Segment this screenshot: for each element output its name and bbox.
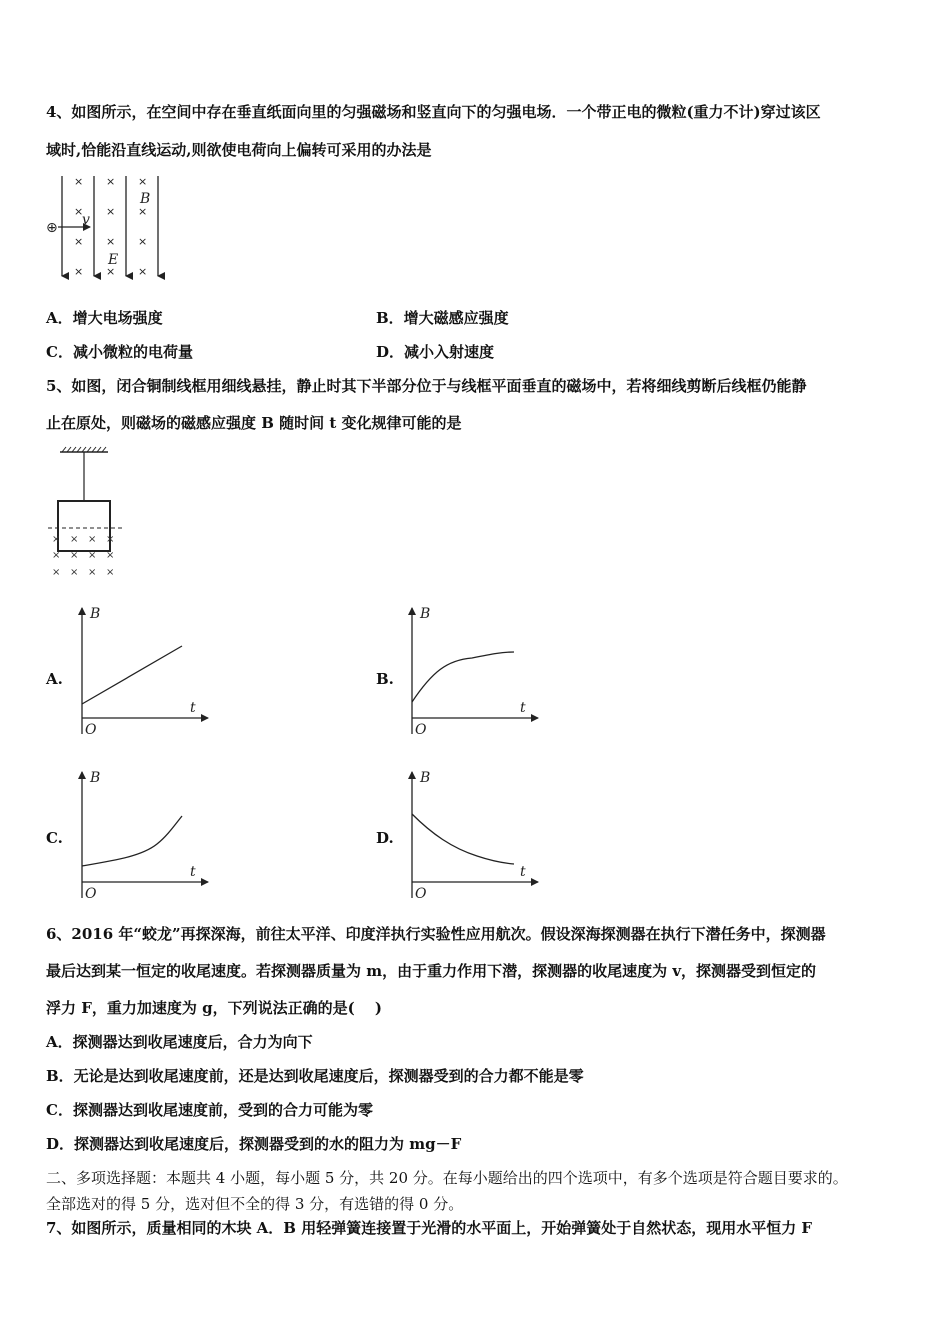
q7-stem-line1: 7、如图所示，质量相同的木块 A．B 用轻弹簧连接置于光滑的水平面上，开始弹簧处于自然状态，现用水平恒力 F [46,1219,813,1237]
label-E: E [108,252,119,268]
svg-text:×: × [52,534,61,545]
svg-text:×: × [106,567,115,578]
q5-option-a-label: A. [46,670,63,688]
curve-linear [82,646,182,704]
svg-text:×: × [74,265,84,278]
svg-text:×: × [52,567,61,578]
svg-text:×: × [70,534,79,545]
svg-text:×: × [70,550,79,561]
q4-option-c: C．减小微粒的电荷量 [46,343,193,361]
q5-option-c-label: C. [46,829,63,847]
q5-option-b-label: B. [376,670,394,688]
positive-charge-icon: ⊕ [46,220,58,236]
origin-label: O [415,886,427,902]
section2-line1: 二、多项选择题：本题共 4 小题，每小题 5 分，共 20 分。在每小题给出的四个选项中，有多个选项是符合题目要求的。 [46,1169,848,1187]
axis-label-B: B [90,606,101,622]
q6-option-a: A．探测器达到收尾速度后，合力为向下 [46,1033,313,1051]
svg-text:×: × [138,205,148,218]
axis-label-B: B [420,606,431,622]
q6-option-d: D．探测器达到收尾速度后，探测器受到的水的阻力为 mg－F [46,1135,462,1153]
q5-graph-d [402,766,542,906]
svg-text:×: × [88,567,97,578]
q6-stem-line2: 最后达到某一恒定的收尾速度。若探测器质量为 m，由于重力作用下潜，探测器的收尾速度为 v，探测器受到恒定的 [46,962,817,980]
svg-text:×: × [138,235,148,248]
svg-text:×: × [106,550,115,561]
q4-option-b: B．增大磁感应强度 [376,309,509,327]
axis-label-B: B [90,770,101,786]
axis-label-t: t [520,700,526,716]
svg-text:×: × [74,175,84,188]
q5-option-d-label: D. [376,829,394,847]
curve-convex [82,816,182,866]
q4-option-d: D．减小入射速度 [376,343,495,361]
section2-line2: 全部选对的得 5 分，选对但不全的得 3 分，有选错的得 0 分。 [46,1195,464,1213]
copper-loop [58,501,110,551]
axis-label-B: B [420,770,431,786]
curve-saturating [412,652,514,702]
axis-label-t: t [190,864,196,880]
svg-text:×: × [106,205,116,218]
svg-text:×: × [106,175,116,188]
q5-loop-figure [46,446,126,578]
q6-stem-line1: 6、2016 年“蛟龙”再探深海，前往太平洋、印度洋执行实验性应用航次。假设深海探测器在执行下潜任务中，探测器 [46,925,826,943]
origin-label: O [415,722,427,738]
q5-stem-line2: 止在原处，则磁场的磁感应强度 B 随时间 t 变化规律可能的是 [46,414,462,432]
svg-text:×: × [88,550,97,561]
svg-text:×: × [106,235,116,248]
q6-option-c: C．探测器达到收尾速度前，受到的合力可能为零 [46,1101,373,1119]
label-B: B [140,191,151,207]
svg-text:×: × [138,265,148,278]
q5-stem-line1: 5、如图，闭合铜制线框用细线悬挂，静止时其下半部分位于与线框平面垂直的磁场中，若将细线剪断后线框仍能静 [46,377,807,395]
q5-graph-b [402,602,542,742]
q4-option-a: A．增大电场强度 [46,309,163,327]
label-v: v [82,212,90,228]
svg-text:×: × [88,534,97,545]
svg-text:×: × [138,175,148,188]
svg-text:×: × [106,534,115,545]
axis-label-t: t [520,864,526,880]
q4-field-figure [44,172,169,284]
svg-text:×: × [74,235,84,248]
origin-label: O [85,886,97,902]
q5-graph-c [72,766,212,906]
q5-graph-a [72,602,212,742]
q4-stem-line2: 域时,恰能沿直线运动,则欲使电荷向上偏转可采用的办法是 [46,141,432,159]
origin-label: O [85,722,97,738]
svg-text:×: × [70,567,79,578]
q6-stem-line3: 浮力 F，重力加速度为 g，下列说法正确的是( ) [46,999,383,1017]
svg-text:×: × [106,265,116,278]
q4-stem-line1: 4、如图所示，在空间中存在垂直纸面向里的匀强磁场和竖直向下的匀强电场．一个带正电的微粒(重力不计)穿过该区 [46,103,821,121]
field-crosses [52,534,114,578]
svg-text:×: × [52,550,61,561]
svg-text:×: × [74,205,84,218]
axis-label-t: t [190,700,196,716]
curve-decay [412,814,514,864]
q6-option-b: B．无论是达到收尾速度前，还是达到收尾速度后，探测器受到的合力都不能是零 [46,1067,584,1085]
